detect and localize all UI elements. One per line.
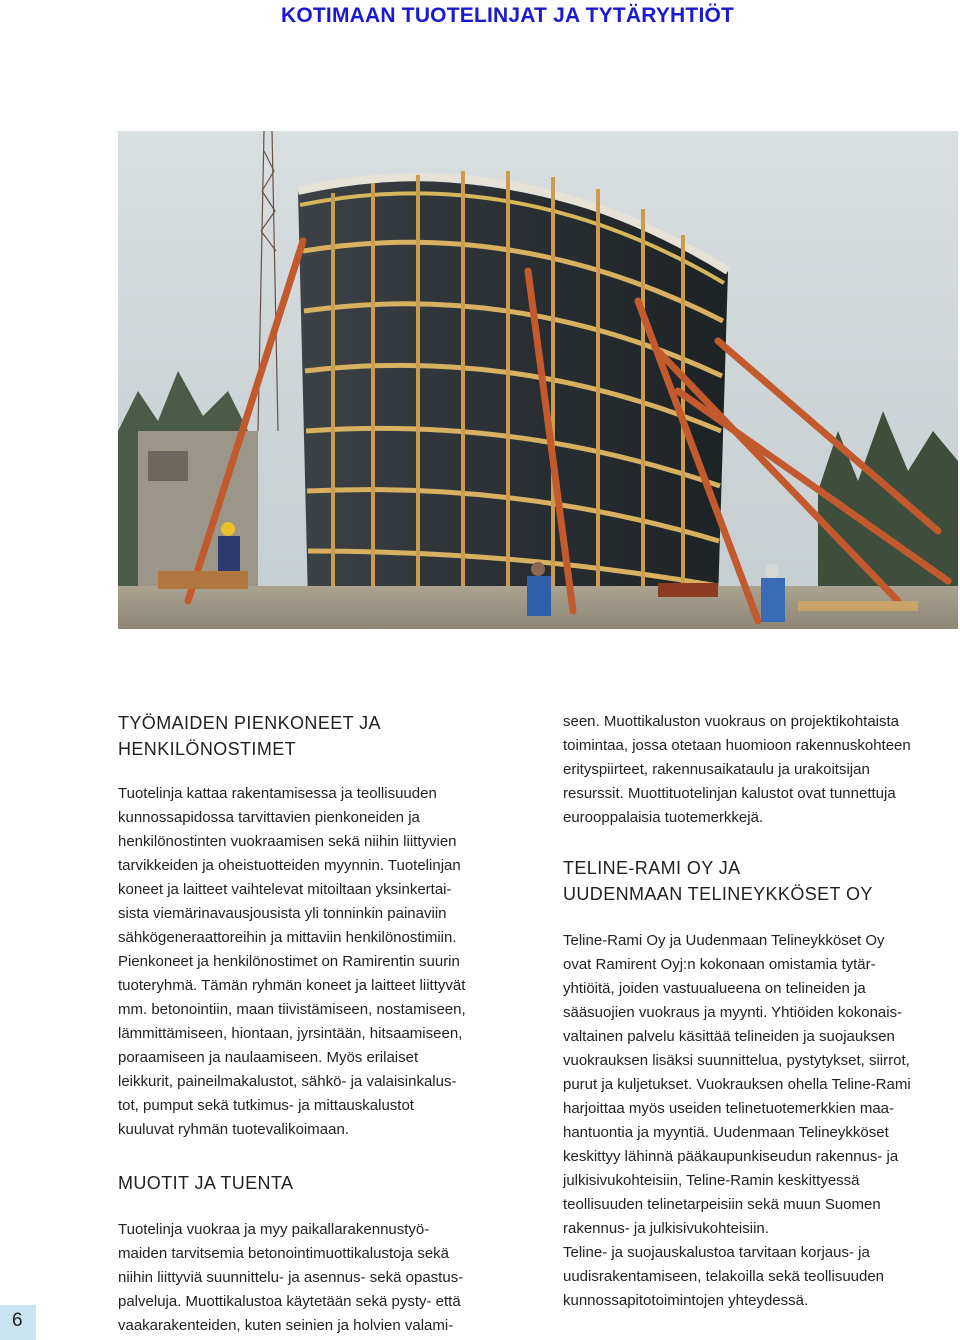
text-line: Tuotelinja vuokraa ja myy paikallarakennustyö- bbox=[118, 1221, 430, 1238]
section-heading-teline-rami bbox=[563, 855, 958, 907]
text-line: tuoteryhmä. Tämän ryhmän koneet ja laitteet liittyvät bbox=[118, 977, 466, 994]
text-line: palveluja. Muottikalustoa käytetään sekä pysty- että bbox=[118, 1293, 461, 1310]
left-column bbox=[118, 710, 513, 1338]
paragraph-muotit-continued bbox=[563, 710, 958, 830]
text-line: keskittyy lähinnä pääkaupunkiseudun rakennus- ja bbox=[563, 1148, 899, 1165]
text-line: kuuluvat ryhmän tuotevalikoimaan. bbox=[118, 1121, 349, 1138]
paragraph-teline-rami bbox=[563, 929, 958, 1313]
heading-line: HENKILÖNOSTIMET bbox=[118, 739, 297, 759]
text-line: teollisuuden telinetarpeisiin sekä muun Suomen bbox=[563, 1196, 881, 1213]
heading-line: UUDENMAAN TELINEYKKÖSET OY bbox=[563, 884, 873, 904]
text-line: maiden tarvitsemia betonointimuottikalustoja sekä bbox=[118, 1245, 450, 1262]
section-heading-muotit bbox=[118, 1170, 513, 1196]
heading-line: MUOTIT JA TUENTA bbox=[118, 1173, 294, 1193]
page-number: 6 bbox=[12, 1310, 23, 1331]
right-column bbox=[563, 710, 958, 1313]
text-line: kunnossapidossa tarvittavien pienkoneiden ja bbox=[118, 809, 420, 826]
text-line: tarvikkeiden ja oheistuotteiden myynnin. Tuotelinjan bbox=[118, 857, 461, 874]
text-line: sähkögeneraattoreihin ja mittaviin henkilönostimiin. bbox=[118, 929, 457, 946]
text-line: Teline-Rami Oy ja Uudenmaan Telineykköset Oy bbox=[563, 932, 885, 949]
text-line: sista viemärinavausjousista yli tonninkin painaviin bbox=[118, 905, 447, 922]
text-line: toimintaa, jossa otetaan huomioon rakennuskohteen bbox=[563, 737, 911, 754]
text-line: seen. Muottikaluston vuokraus on projektikohtaista bbox=[563, 713, 900, 730]
construction-site-photo bbox=[118, 131, 958, 629]
heading-line: TYÖMAIDEN PIENKONEET JA bbox=[118, 713, 381, 733]
paragraph-muotit bbox=[118, 1218, 513, 1338]
text-line: resurssit. Muottituotelinjan kalustot ovat tunnettuja bbox=[563, 785, 896, 802]
text-line: valtainen palvelu käsittää telineiden ja suojauksen bbox=[563, 1028, 895, 1045]
text-line: lämmittämiseen, hiontaan, jyrsintään, hitsaamiseen, bbox=[118, 1025, 463, 1042]
text-line: henkilönostinten vuokraamisen sekä niihin liittyvien bbox=[118, 833, 457, 850]
text-line: purut ja kuljetukset. Vuokrauksen ohella Teline-Rami bbox=[563, 1076, 911, 1093]
text-line: hantuontia ja myyntiä. Uudenmaan Telineykköset bbox=[563, 1124, 889, 1141]
text-line: niihin liittyviä suunnittelu- ja asennus- sekä opastus- bbox=[118, 1269, 464, 1286]
text-line: kunnossapitotoimintojen yhteydessä. bbox=[563, 1292, 809, 1309]
text-line: poraamiseen ja naulaamiseen. Myös erilaiset bbox=[118, 1049, 419, 1066]
text-line: sääsuojien vuokraus ja myynti. Yhtiöiden kokonais- bbox=[563, 1004, 903, 1021]
text-line: Pienkoneet ja henkilönostimet on Ramirentin suurin bbox=[118, 953, 460, 970]
text-line: koneet ja laitteet vaihtelevat mitoiltaan yksinkertai- bbox=[118, 881, 452, 898]
text-line: Teline- ja suojauskalustoa tarvitaan korjaus- ja bbox=[563, 1244, 870, 1261]
text-line: vuokrauksen lisäksi suunnittelua, pystytykset, siirrot, bbox=[563, 1052, 910, 1069]
text-line: Tuotelinja kattaa rakentamisessa ja teollisuuden bbox=[118, 785, 437, 802]
text-line: ovat Ramirent Oyj:n kokonaan omistamia tytär- bbox=[563, 956, 876, 973]
text-line: rakennus- ja julkisivukohteisiin. bbox=[563, 1220, 769, 1237]
text-line: harjoittaa myös useiden telinetuotemerkkien maa- bbox=[563, 1100, 895, 1117]
text-line: mm. betonointiin, maan tiivistämiseen, nostamiseen, bbox=[118, 1001, 466, 1018]
text-line: eurooppalaisia tuotemerkkejä. bbox=[563, 809, 764, 826]
heading-line: TELINE-RAMI OY JA bbox=[563, 858, 741, 878]
text-line: vaakarakenteiden, kuten seinien ja holvien valami- bbox=[118, 1317, 454, 1334]
text-line: yhtiöitä, joiden vastuualueena on telineiden ja bbox=[563, 980, 866, 997]
section-heading-pienkoneet bbox=[118, 710, 513, 762]
text-line: uudisrakentamiseen, telakoilla sekä teollisuuden bbox=[563, 1268, 885, 1285]
text-line: leikkurit, paineilmakalustot, sähkö- ja valaisinkalus- bbox=[118, 1073, 457, 1090]
text-line: julkisivukohteisiin, Teline-Ramin keskittyessä bbox=[563, 1172, 860, 1189]
paragraph-pienkoneet bbox=[118, 782, 513, 1142]
text-line: erityspiirteet, rakennusaikataulu ja urakoitsijan bbox=[563, 761, 870, 778]
page-header-title: KOTIMAAN TUOTELINJAT JA TYTÄRYHTIÖT bbox=[281, 4, 735, 27]
text-line: tot, pumput sekä tutkimus- ja mittauskalustot bbox=[118, 1097, 414, 1114]
